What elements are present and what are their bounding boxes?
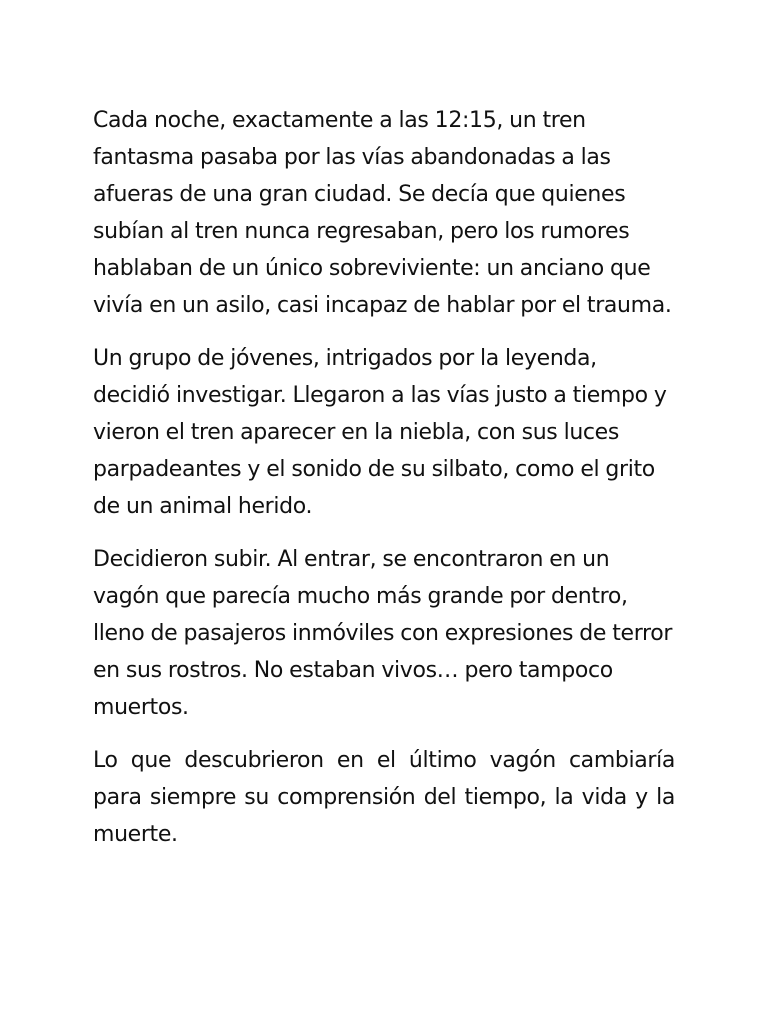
paragraph-1: Cada noche, exactamente a las 12:15, un tren fantasma pasaba por las vías abandonadas a las afueras de una gran ciudad. Se decía que quienes subían al tren nunca regresaban, pero los rumores hablaban de un único sobreviviente: un anciano que vivía en un asilo, casi incapaz de hablar por el trauma. <box>93 108 672 318</box>
paragraph-2: Un grupo de jóvenes, intrigados por la leyenda, decidió investigar. Llegaron a las vías justo a tiempo y vieron el tren aparecer en la niebla, con sus luces parpadeantes y el sonido de su silbato, como el grito de un animal herido. <box>93 346 667 519</box>
paragraph-3: Decidieron subir. Al entrar, se encontraron en un vagón que parecía mucho más grande por dentro, lleno de pasajeros inmóviles con expresiones de terror en sus rostros. No estaban vivos… pero tampoco muertos. <box>93 547 673 720</box>
document-body <box>93 102 675 869</box>
paragraph-4: Lo que descubrieron en el último vagón cambiaría para siempre su comprensión del tiempo, la vida y la muerte. <box>93 748 675 847</box>
